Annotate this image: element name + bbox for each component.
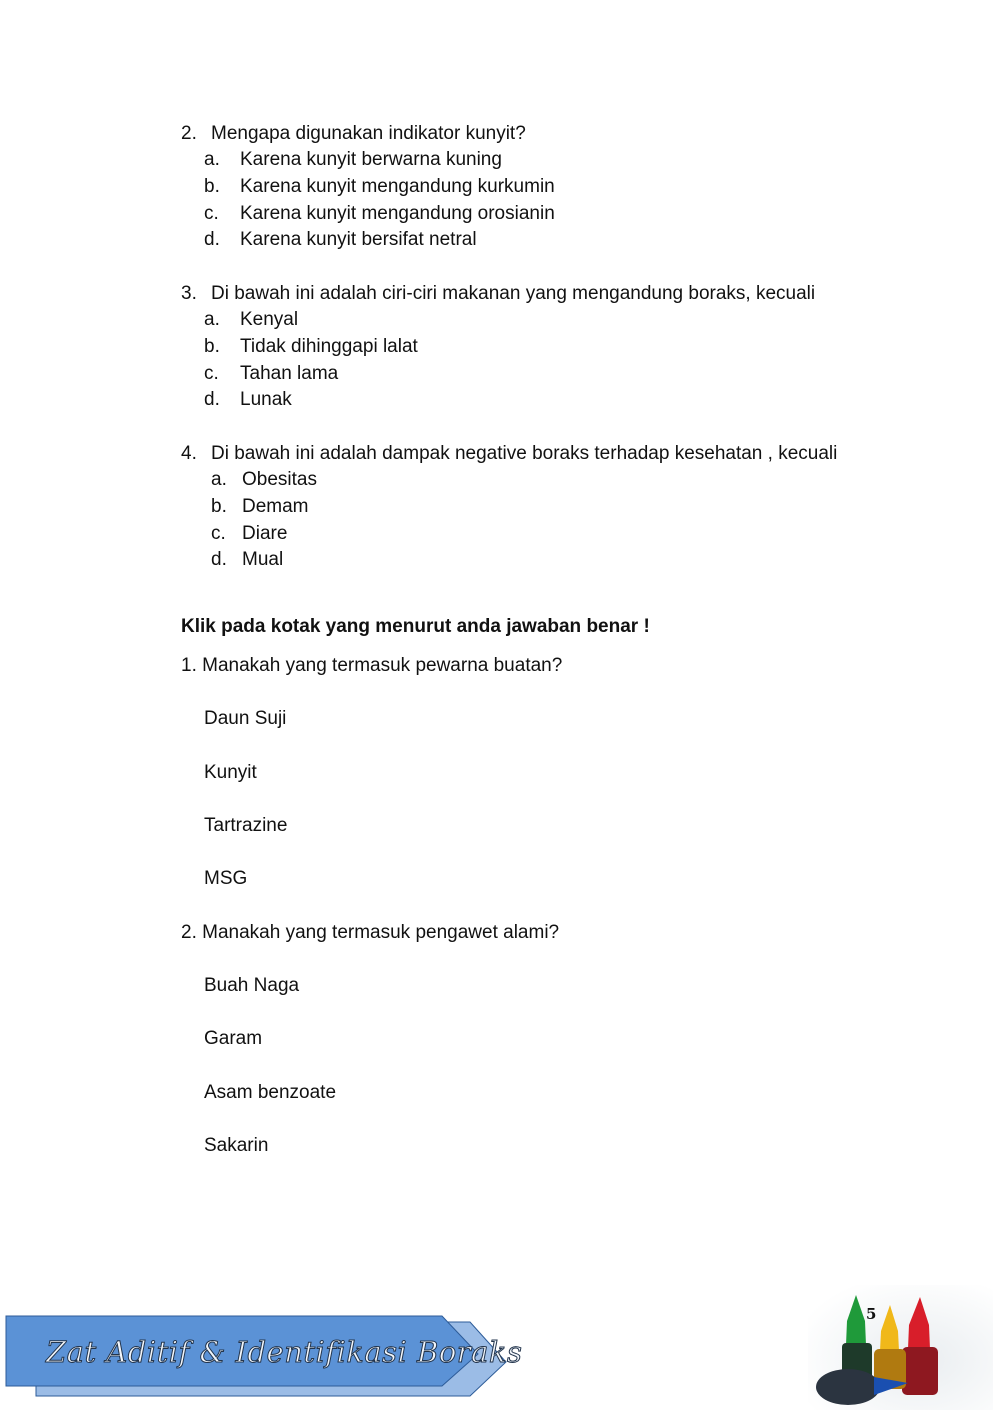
question-number: 4. <box>181 443 197 464</box>
option-text: Obesitas <box>242 469 317 490</box>
option-letter: d. <box>204 389 220 410</box>
option-letter: d. <box>204 229 220 250</box>
click-question-text: 1. Manakah yang termasuk pewarna buatan? <box>181 655 563 676</box>
option-text: Karena kunyit mengandung orosianin <box>240 203 555 224</box>
option-text: Demam <box>242 496 309 517</box>
option-text: Karena kunyit bersifat netral <box>240 229 477 250</box>
answer-choice-box[interactable]: Garam <box>204 1028 263 1049</box>
click-question-text: 2. Manakah yang termasuk pengawet alami? <box>181 922 560 943</box>
option-text: Tahan lama <box>240 363 339 384</box>
option-letter: a. <box>204 309 220 330</box>
option-letter: c. <box>211 523 226 544</box>
answer-choice-box[interactable]: Tartrazine <box>204 815 288 836</box>
option-letter: c. <box>204 203 219 224</box>
question-number: 3. <box>181 283 197 304</box>
option-letter: c. <box>204 363 219 384</box>
option-letter: b. <box>204 336 220 357</box>
answer-choice-box[interactable]: Sakarin <box>204 1135 269 1156</box>
instruction-heading: Klik pada kotak yang menurut anda jawaban benar ! <box>181 616 650 637</box>
option-letter: d. <box>211 549 227 570</box>
question-text: Di bawah ini adalah dampak negative boraks terhadap kesehatan , kecuali <box>211 443 838 464</box>
option-letter: b. <box>211 496 227 517</box>
question-text: Mengapa digunakan indikator kunyit? <box>211 123 526 144</box>
answer-choice-box[interactable]: MSG <box>204 868 248 889</box>
answer-choice-box[interactable]: Asam benzoate <box>204 1082 337 1103</box>
option-text: Kenyal <box>240 309 299 330</box>
answer-choice-box[interactable]: Buah Naga <box>204 975 300 996</box>
answer-choice-box[interactable]: Kunyit <box>204 762 257 783</box>
option-text: Mual <box>242 549 284 570</box>
option-text: Tidak dihinggapi lalat <box>240 336 418 357</box>
option-letter: b. <box>204 176 220 197</box>
option-letter: a. <box>204 149 220 170</box>
page-number: 5 <box>866 1305 877 1323</box>
option-text: Karena kunyit mengandung kurkumin <box>240 176 555 197</box>
question-text: Di bawah ini adalah ciri-ciri makanan yang mengandung boraks, kecuali <box>211 283 816 304</box>
banner-title: Zat Aditif & Identifikasi Boraks <box>46 1335 523 1369</box>
option-text: Lunak <box>240 389 292 410</box>
food-coloring-bottles-image <box>808 1285 993 1410</box>
option-text: Karena kunyit berwarna kuning <box>240 149 502 170</box>
question-number: 2. <box>181 123 197 144</box>
option-text: Diare <box>242 523 288 544</box>
option-letter: a. <box>211 469 227 490</box>
answer-choice-box[interactable]: Daun Suji <box>204 708 287 729</box>
